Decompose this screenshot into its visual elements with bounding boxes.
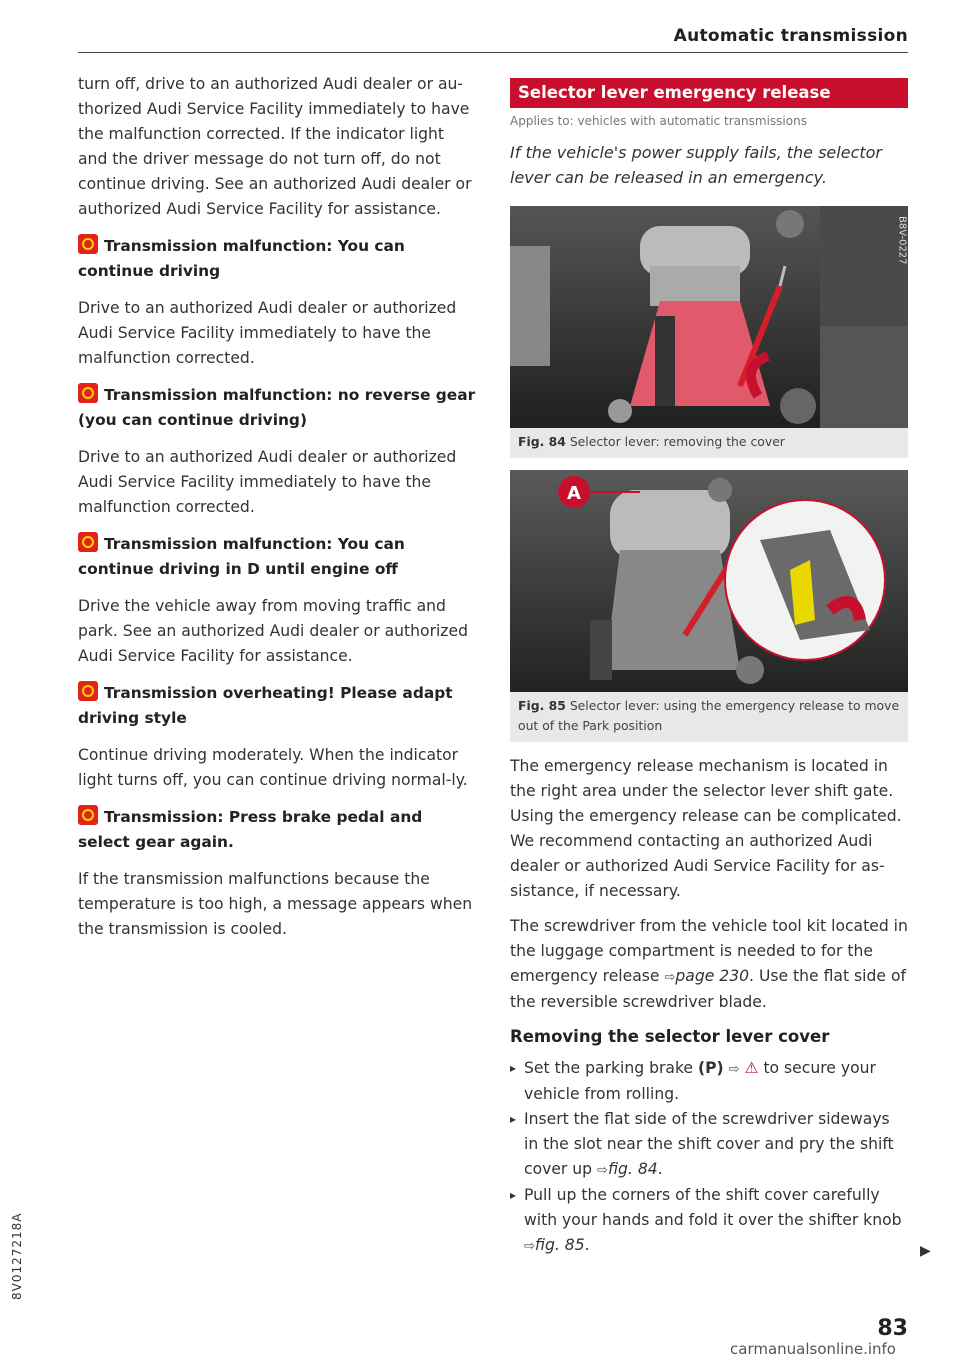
- arrow-right-icon: ⇨: [728, 1062, 740, 1077]
- selector-lever-cover-photo: [510, 206, 908, 428]
- applies-to-note: Applies to: vehicles with automatic transmissions: [510, 114, 807, 128]
- left-column: [78, 72, 478, 954]
- step-item: ▸ Set the parking brake (P) ⇨ ⚠ to secure your vehicle from rolling.: [510, 1056, 908, 1107]
- warning-triangle-icon: ⚠: [744, 1059, 759, 1077]
- arrow-right-icon: ⇨: [597, 1163, 608, 1178]
- step-item: ▸ Insert the flat side of the screwdriver sideways in the slot near the shift cover and pry the shift cover up ⇨fig. 84.: [510, 1107, 908, 1183]
- transmission-warning-icon: [78, 383, 98, 403]
- marker-a: A: [567, 483, 581, 504]
- figure-85: [510, 470, 908, 742]
- right-column: [510, 78, 908, 1259]
- left-intro-text: turn off, drive to an authorized Audi dealer or au-thorized Audi Service Facility immediately to have the malfunction corrected. If the indicator light and the driver message do not turn off, do not continue driving. See an authorized Audi dealer or authorized Audi Service Facility for assistance.: [78, 75, 472, 218]
- warning-heading: Transmission malfunction: You can continue driving: [78, 234, 478, 284]
- figure-caption: Fig. 85 Selector lever: using the emergency release to move out of the Park position: [518, 698, 900, 733]
- warning-heading: Transmission overheating! Please adapt driving style: [78, 681, 478, 731]
- subsection-heading: Removing the selector lever cover: [510, 1027, 830, 1046]
- paragraph: The screwdriver from the vehicle tool kit located in the luggage compartment is needed to for the emergency release ⇨page 230. Use the flat side of the reversible screwdriver blade.: [510, 917, 908, 1011]
- parking-brake-icon: (P): [697, 1059, 724, 1077]
- continue-arrow-icon: ▶: [920, 1243, 931, 1259]
- arrow-right-icon: ⇨: [524, 1239, 535, 1254]
- transmission-warning-icon: [78, 532, 98, 552]
- transmission-warning-icon: [78, 234, 98, 254]
- section-intro: If the vehicle's power supply fails, the selector lever can be released in an emergency.: [510, 143, 882, 187]
- figure-caption: Fig. 84 Selector lever: removing the cover: [518, 434, 785, 449]
- warning-heading: Transmission malfunction: no reverse gear (you can continue driving): [78, 383, 478, 433]
- section-title: Selector lever emergency release: [510, 78, 908, 108]
- warning-body: Drive the vehicle away from moving traffic and park. See an authorized Audi dealer or authorized Audi Service Facility for assistance.: [78, 597, 468, 665]
- warning-heading: Transmission: Press brake pedal and select gear again.: [78, 805, 478, 855]
- steps-list: [510, 1056, 908, 1259]
- fig-ref-link[interactable]: fig. 85: [534, 1236, 585, 1254]
- transmission-warning-icon: [78, 805, 98, 825]
- watermark: carmanualsonline.info: [730, 1340, 896, 1358]
- warning-body: Continue driving moderately. When the indicator light turns off, you can continue driving normal-ly.: [78, 746, 468, 789]
- figure-84: [510, 206, 908, 458]
- document-code: 8V0127218A: [10, 1212, 24, 1300]
- step-item: ▸ Pull up the corners of the shift cover carefully with your hands and fold it over the shifter knob ⇨fig. 85.: [510, 1183, 908, 1259]
- paragraph: The emergency release mechanism is located in the right area under the selector lever shift gate. Using the emergency release can be complicated. We recommend contacting an authorized Audi dealer or authorized Audi Service Facility for as-sistance, if necessary.: [510, 757, 902, 900]
- fig-ref-link[interactable]: fig. 84: [607, 1160, 658, 1178]
- warning-body: Drive to an authorized Audi dealer or authorized Audi Service Facility immediately to have the malfunction corrected.: [78, 448, 457, 516]
- arrow-right-icon: ⇨: [664, 970, 676, 985]
- transmission-warning-icon: [78, 681, 98, 701]
- header-divider: [78, 52, 908, 53]
- warning-body: If the transmission malfunctions because the temperature is too high, a message appears when the transmission is cooled.: [78, 870, 473, 938]
- emergency-release-photo: [510, 470, 908, 692]
- warning-body: Drive to an authorized Audi dealer or authorized Audi Service Facility immediately to have the malfunction corrected.: [78, 299, 457, 367]
- page-header-title: Automatic transmission: [673, 26, 908, 46]
- page-number: 83: [877, 1316, 908, 1341]
- figure-code: B8V-0227: [896, 216, 908, 265]
- page-ref-link[interactable]: page 230: [675, 967, 750, 985]
- warning-heading: Transmission malfunction: You can continue driving in D until engine off: [78, 532, 478, 582]
